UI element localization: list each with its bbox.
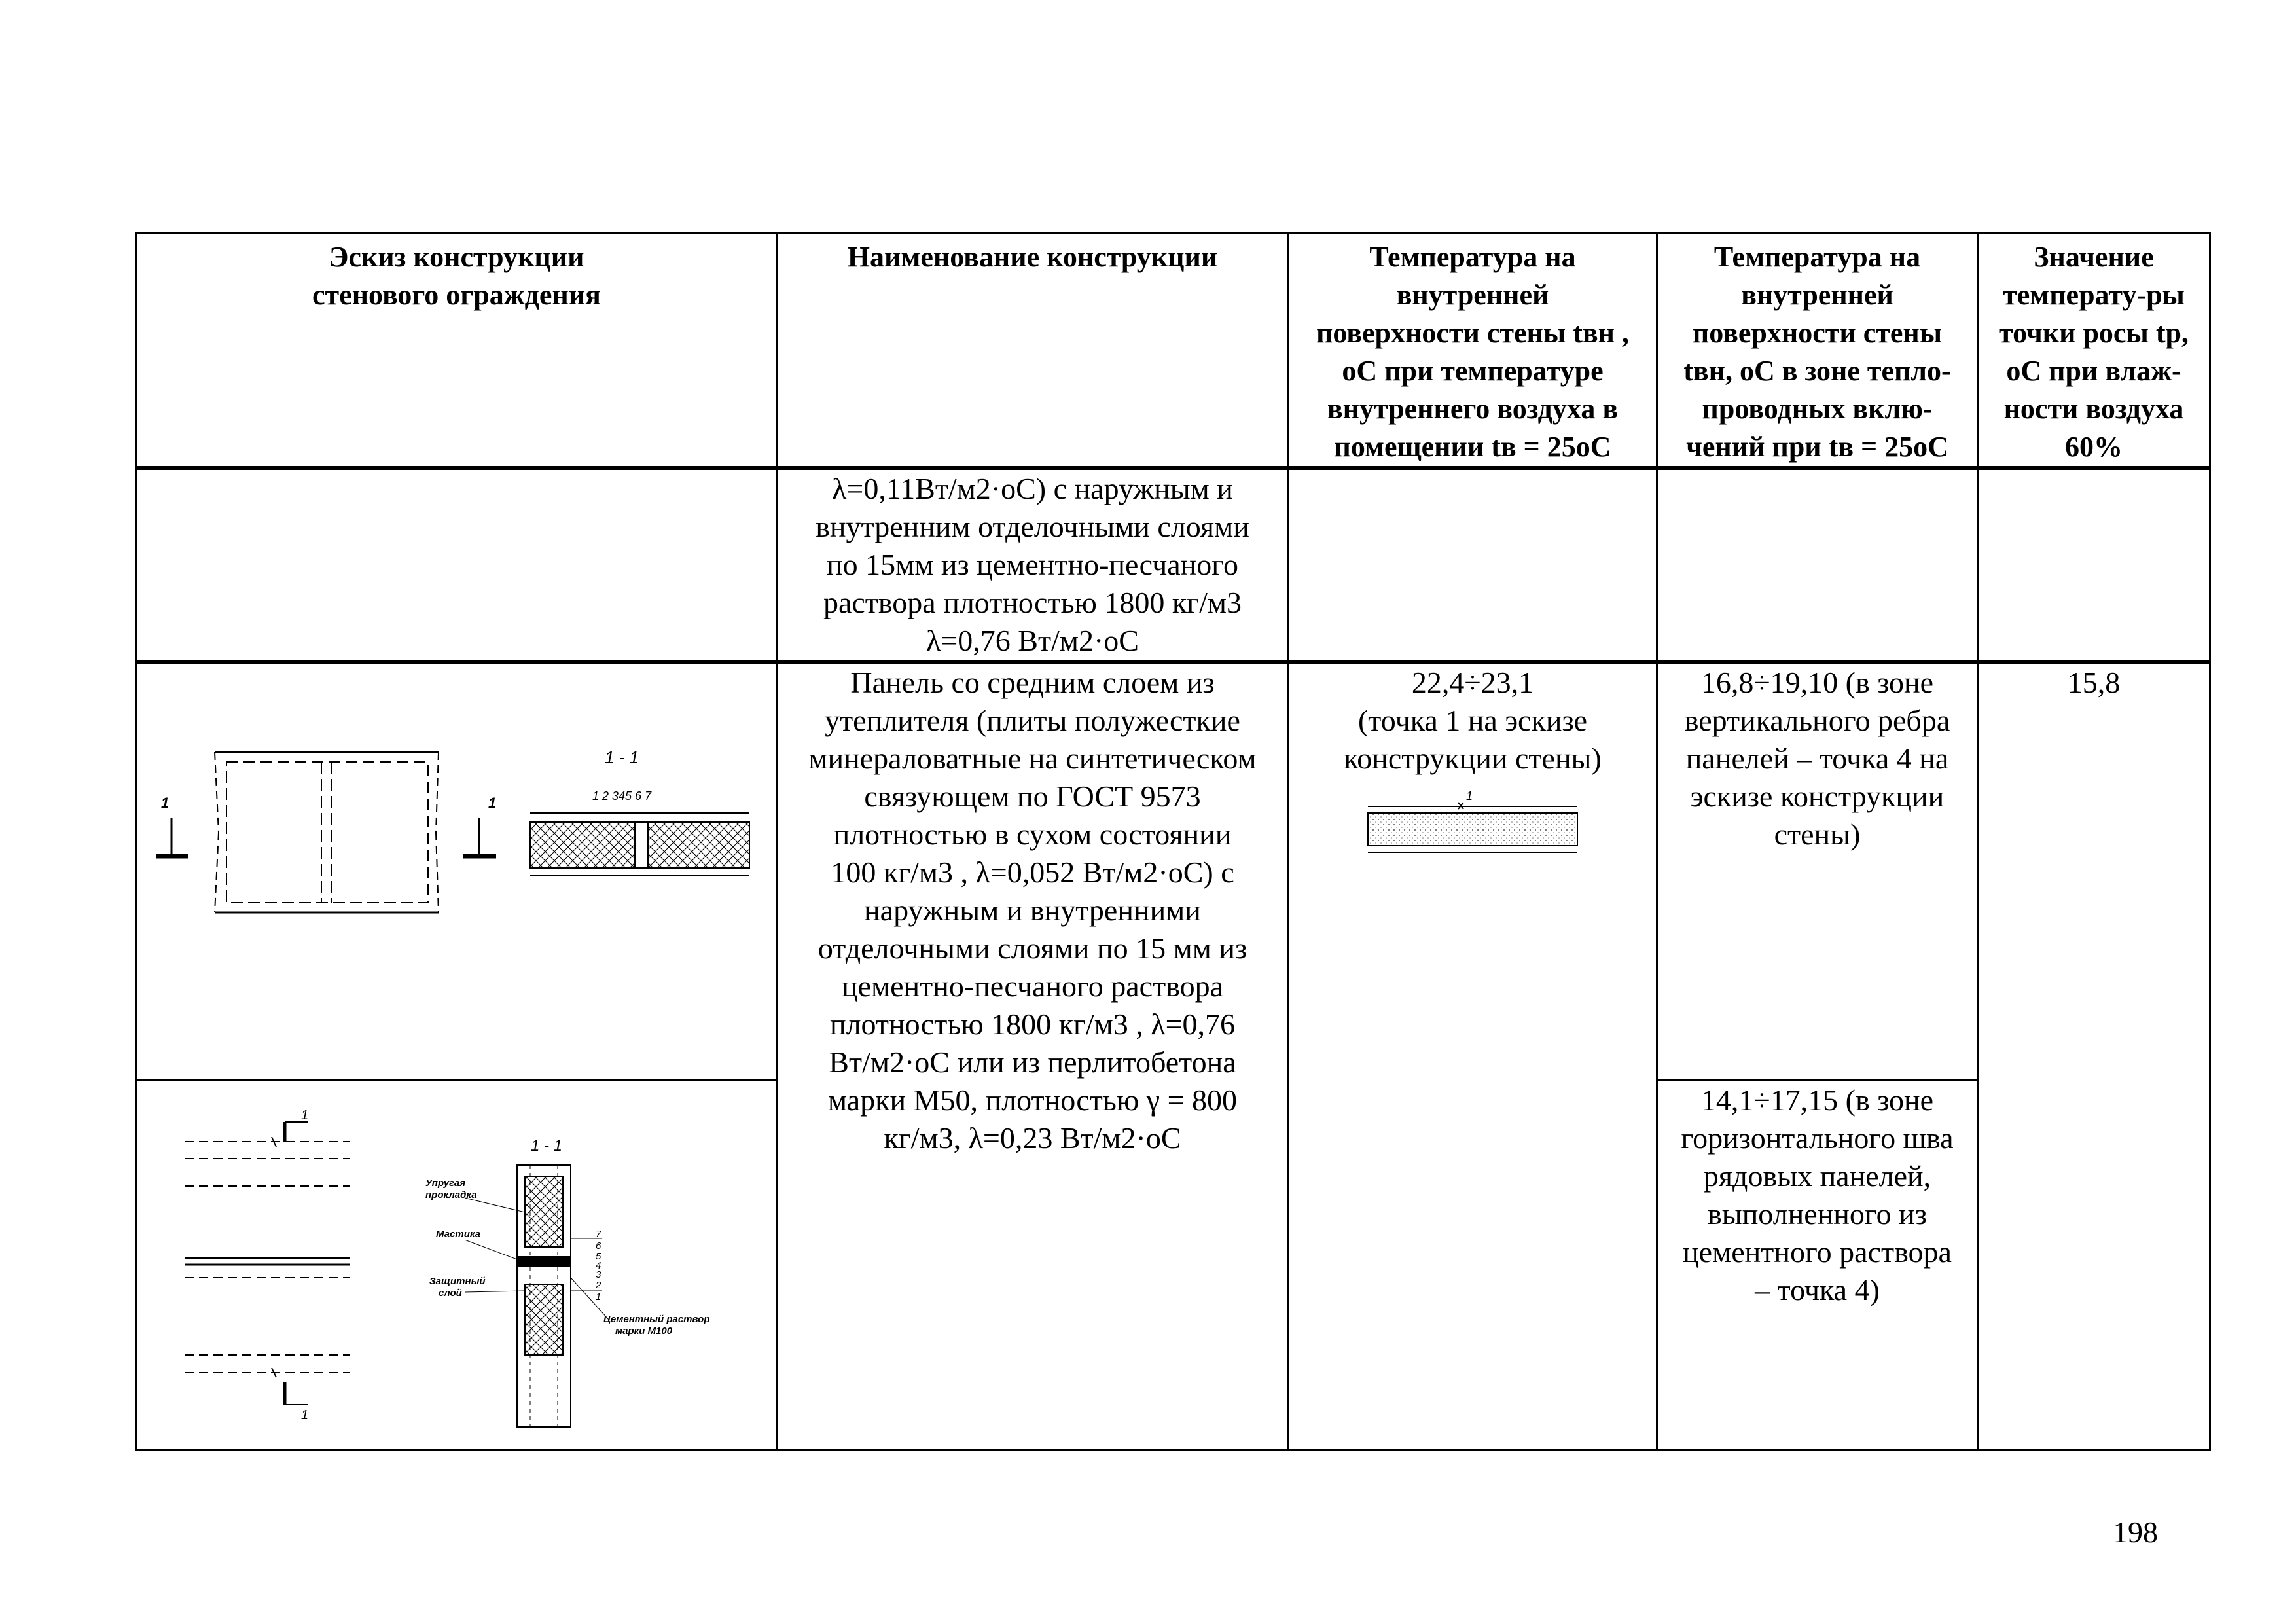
section-mark-top: 1 xyxy=(301,1108,309,1123)
section-mark-bottom: 1 xyxy=(301,1408,309,1422)
header-dew-point: Значение температу-ры точки росы tр, oC при влаж- ности воздуха 60% xyxy=(1978,234,2210,469)
header-name: Наименование конструкции xyxy=(777,234,1289,469)
row2-dew-point: 15,8 xyxy=(1978,662,2210,1450)
point-mark: 1 xyxy=(1466,789,1473,803)
label-elastic-pad-2: прокладка xyxy=(425,1189,477,1200)
label-mastic: Мастика xyxy=(436,1229,480,1240)
label-elastic-pad: Упругая xyxy=(425,1178,466,1189)
row2-name: Панель со средним слоем из утеплителя (плиты полужесткие минераловатные на синтетическом связующем по ГОСТ 9573 плотностью в сухом состоянии 100 кг/м3 , λ=0,052 Вт/м2·oC) с наружным и внутренними отделочными слоями по 15 мм из цементно-песчаного раствора плотностью 1800 кг/м3 , λ=0,76 Вт/м2·oC или из перлитобетона марки М50, плотностью γ = 800 кг/м3, λ=0,23 Вт/м2·oC xyxy=(777,662,1289,1450)
row3-temp-inclusion: 14,1÷17,15 (в зоне горизонтального шва рядовых панелей, выполненного из цементного раствора – точка 4) xyxy=(1657,1081,1978,1450)
row2-temp-surface: 22,4÷23,1 (точка 1 на эскизе конструкции стены) 1 xyxy=(1289,662,1657,1450)
header-sketch: Эскиз конструкции стенового ограждения xyxy=(137,234,777,469)
construction-table xyxy=(135,232,2211,1451)
horizontal-joint-sketch xyxy=(137,1081,772,1445)
header-temp-inclusion: Температура на внутренней поверхности стены tвн, oC в зоне тепло- проводных вклю- чений при tв = 25oC xyxy=(1657,234,1978,469)
header-row xyxy=(137,234,2210,469)
label-mortar: Цементный раствор xyxy=(603,1314,710,1325)
row2-sketch xyxy=(137,662,777,1081)
row1-dew-point xyxy=(1978,468,2210,662)
page-number: 198 xyxy=(2113,1515,2158,1549)
header-temp-surface: Температура на внутренней поверхности стены tвн , oC при температуре внутреннего воздуха в помещении tв = 25oC xyxy=(1289,234,1657,469)
joint-number: 3 xyxy=(596,1269,601,1280)
label-protective: Защитный xyxy=(429,1276,486,1287)
label-mortar-2: марки М100 xyxy=(615,1326,673,1337)
panel-plan-sketch xyxy=(137,664,772,1076)
joint-number: 6 xyxy=(596,1240,601,1252)
section-mark-right: 1 xyxy=(488,795,497,811)
surface-point-sketch xyxy=(1361,787,1584,865)
label-protective-2: слой xyxy=(439,1288,462,1299)
row1-temp-surface xyxy=(1289,468,1657,662)
row3-sketch xyxy=(137,1081,777,1450)
row1-name: λ=0,11Вт/м2·oC) с наружным и внутренним отделочными слоями по 15мм из цементно-песчаного раствора плотностью 1800 кг/м3 λ=0,76 Вт/м2·oC xyxy=(777,468,1289,662)
joint-number: 2 xyxy=(596,1280,601,1291)
row2-temp-inclusion: 16,8÷19,10 (в зоне вертикального ребра панелей – точка 4 на эскизе конструкции стены) xyxy=(1657,662,1978,1081)
section-mark-left: 1 xyxy=(161,795,170,811)
row1-sketch xyxy=(137,468,777,662)
layer-numbers: 1 2 345 6 7 xyxy=(592,789,652,803)
section-title: 1 - 1 xyxy=(604,748,639,767)
section-title: 1 - 1 xyxy=(530,1137,563,1155)
joint-number: 7 xyxy=(596,1229,601,1240)
row1-temp-inclusion xyxy=(1657,468,1978,662)
joint-number: 4 xyxy=(596,1260,601,1271)
joint-number: 1 xyxy=(596,1291,601,1303)
table-row xyxy=(137,468,2210,662)
table-row xyxy=(137,662,2210,1081)
joint-number: 5 xyxy=(596,1251,601,1262)
